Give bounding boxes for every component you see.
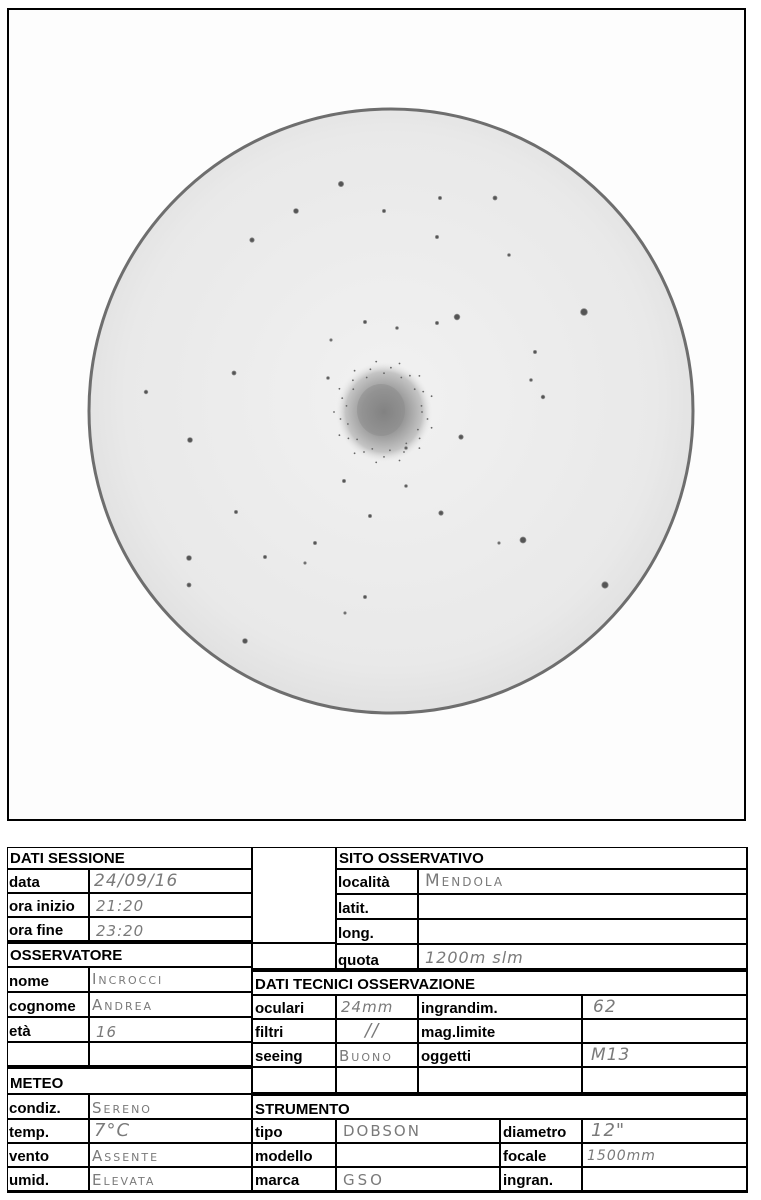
sito-title: SITO OSSERVATIVO [339,850,484,867]
ingrandim-value: 62 [593,997,617,1017]
cluster-star [383,372,385,374]
cluster-star [352,379,354,381]
cluster-star [419,375,421,377]
maglimite-label-cell [418,1019,582,1043]
tecnici-header [252,969,748,995]
oculari-label: oculari [255,1000,305,1017]
star [439,511,443,515]
table-bottom-border [7,1191,748,1193]
cluster-star [341,397,343,399]
star [187,556,192,561]
tecnici-blank-1 [252,1067,336,1093]
star [581,309,588,316]
star [294,209,299,214]
cognome-field[interactable] [89,992,252,1017]
cluster-star [405,443,407,445]
cluster-star [370,368,372,370]
data-field[interactable] [89,869,252,893]
star [602,582,608,588]
star [435,235,438,238]
nome-label-cell [7,967,89,992]
star [520,537,526,543]
seeing-value: Buono [339,1047,393,1065]
modello-label: modello [255,1148,313,1165]
oggetti-label: oggetti [421,1048,471,1065]
star [187,583,191,587]
umid-value: Elevata [92,1171,156,1189]
condiz-field[interactable] [89,1094,252,1119]
tecnici-blank-2 [336,1067,418,1093]
filtri-label: filtri [255,1024,284,1041]
ora-fine-field[interactable] [89,917,252,941]
focale-value: 1500mm [587,1148,656,1164]
ingran-label: ingran. [503,1172,554,1189]
eta-label-cell [7,1017,89,1042]
tecnici-title: DATI TECNICI OSSERVAZIONE [255,976,476,993]
cluster-star [348,438,350,440]
eta-field[interactable] [89,1017,252,1042]
nome-label: nome [9,973,50,990]
cluster-star [354,370,356,372]
vento-label-cell [7,1143,89,1167]
oculari-label-cell [252,995,336,1019]
data-label: data [9,874,40,891]
cluster-star [399,460,401,462]
cognome-value: Andrea [92,996,154,1014]
ora-fine-label-cell [7,917,89,941]
focale-label-cell [500,1143,582,1167]
long-label-cell [336,919,418,944]
globular-cluster [336,362,432,462]
cluster-star [383,456,385,458]
quota-value: 1200m slm [425,948,524,967]
quota-label: quota [338,952,379,969]
oculari-field[interactable] [336,995,418,1019]
cluster-star [346,405,348,407]
tecnici-blank-4 [582,1067,748,1093]
eta-label: età [9,1023,31,1040]
oculari-value: 24mm [341,998,394,1016]
star [363,320,366,323]
seeing-label: seeing [255,1048,303,1065]
ora-inizio-label-cell [7,893,89,917]
cluster-star [419,438,421,440]
ora-inizio-label: ora inizio [9,898,75,915]
eta-value: 16 [96,1023,118,1041]
vento-value: Assente [92,1147,160,1165]
strumento-title: STRUMENTO [255,1101,350,1118]
cluster-star [375,361,377,363]
vento-label: vento [9,1148,50,1165]
umid-field[interactable] [89,1167,252,1191]
modello-field[interactable] [336,1143,500,1167]
cluster-star [339,388,341,390]
star [435,321,438,324]
strumento-header [252,1093,748,1119]
cluster-star [403,451,405,453]
cluster-star [340,418,342,420]
cluster-star [400,377,402,379]
localita-label: località [338,874,390,891]
star [338,181,343,186]
focale-label: focale [503,1148,547,1165]
star [250,238,254,242]
localita-value: Mendola [425,871,505,891]
latit-field[interactable] [418,894,748,919]
long-field[interactable] [418,919,748,944]
cluster-star [414,388,416,390]
star [493,196,497,200]
star [330,339,332,341]
temp-field[interactable] [89,1119,252,1143]
umid-label: umid. [9,1172,49,1189]
cluster-star [431,395,433,397]
ingran-field[interactable] [582,1167,748,1191]
localita-label-cell [336,869,418,894]
localita-field[interactable] [418,869,748,894]
focale-field[interactable] [582,1143,748,1167]
nome-value: Incrocci [92,970,164,988]
star [188,438,193,443]
maglimite-field[interactable] [582,1019,748,1043]
diametro-label-cell [500,1119,582,1143]
tipo-field[interactable] [336,1119,500,1143]
star [232,371,236,375]
star [533,350,536,353]
ingrandim-label-cell [418,995,582,1019]
temp-value: 7°C [94,1120,131,1141]
cluster-star [421,405,423,407]
diametro-value: 12" [591,1120,626,1141]
quota-field[interactable] [418,944,748,969]
cluster-star [409,375,411,377]
star [263,555,266,558]
sito-header [336,847,748,869]
cluster-star [333,411,335,413]
star [382,209,385,212]
nome-field[interactable] [89,967,252,992]
marca-field[interactable] [336,1167,500,1191]
star [508,254,511,257]
ora-fine-label: ora fine [9,922,64,939]
cluster-star [371,448,373,450]
star [342,479,345,482]
star [234,510,237,513]
ingran-label-cell [500,1167,582,1191]
vento-field[interactable] [89,1143,252,1167]
sessione-header [7,847,252,869]
oggetti-field[interactable] [582,1043,748,1067]
cluster-star [352,388,354,390]
cluster-star [431,427,433,429]
ora-fine-value: 23:20 [96,922,145,940]
cluster-star [375,462,377,464]
cluster-star [363,451,365,453]
diametro-field[interactable] [582,1119,748,1143]
osservatore-title: OSSERVATORE [10,947,123,964]
cluster-star [417,429,419,431]
marca-label: marca [255,1172,300,1189]
star [368,514,371,517]
seeing-label-cell [252,1043,336,1067]
diametro-label: diametro [503,1124,567,1141]
latit-label-cell [336,894,418,919]
temp-label: temp. [9,1124,50,1141]
table-right-border [746,847,748,1193]
cluster-star [389,449,391,451]
star [530,379,533,382]
cluster-star [419,447,421,449]
blank-block [252,847,336,943]
cognome-label-cell [7,992,89,1017]
filtri-value: // [365,1020,380,1041]
star [454,314,460,320]
cluster-star [339,434,341,436]
ora-inizio-field[interactable] [89,893,252,917]
star [313,541,316,544]
meteo-header [7,1066,252,1094]
star [243,639,248,644]
cluster-star [427,418,429,420]
tecnici-blank-3 [418,1067,582,1093]
cluster-star [366,377,368,379]
star [344,612,346,614]
star [405,485,408,488]
sessione-title: DATI SESSIONE [10,850,125,867]
temp-label-cell [7,1119,89,1143]
tipo-label: tipo [255,1124,283,1141]
star [405,447,408,450]
condiz-label-cell [7,1094,89,1119]
data-label-cell [7,869,89,893]
star [396,327,399,330]
modello-label-cell [252,1143,336,1167]
cluster-star [399,363,401,365]
tipo-value: DOBSON [343,1122,421,1140]
cognome-label: cognome [9,998,76,1015]
blank-under-block [252,943,336,969]
oggetti-value: M13 [591,1045,631,1065]
marca-label-cell [252,1167,336,1191]
star [327,377,330,380]
filtri-field[interactable] [336,1019,418,1043]
star [459,435,463,439]
blank-label-cell [7,1042,89,1066]
star [304,562,306,564]
data-value: 24/09/16 [94,871,179,891]
field-of-view-sketch [9,10,748,823]
quota-label-cell [336,944,418,969]
star [438,196,441,199]
star [541,395,545,399]
long-label: long. [338,925,374,942]
latit-label: latit. [338,900,369,917]
osservatore-header [7,941,252,967]
cluster-star [347,423,349,425]
marca-value: GSO [343,1171,385,1189]
umid-label-cell [7,1167,89,1191]
cluster-star [390,367,392,369]
meteo-title: METEO [10,1075,64,1092]
oggetti-label-cell [418,1043,582,1067]
maglimite-label: mag.limite [421,1024,496,1041]
star [144,390,148,394]
condiz-value: Sereno [92,1099,152,1117]
ingrandim-field[interactable] [582,995,748,1019]
cluster-star [421,411,423,413]
star [363,595,366,598]
seeing-field[interactable] [336,1043,418,1067]
ora-inizio-value: 21:20 [96,897,145,915]
sketch-panel [7,8,746,821]
ingrandim-label: ingrandim. [421,1000,498,1017]
condiz-label: condiz. [9,1100,61,1117]
cluster-star [354,452,356,454]
star [498,542,500,544]
cluster-star [422,391,424,393]
blank-field[interactable] [89,1042,252,1066]
filtri-label-cell [252,1019,336,1043]
cluster-star [356,439,358,441]
tipo-label-cell [252,1119,336,1143]
